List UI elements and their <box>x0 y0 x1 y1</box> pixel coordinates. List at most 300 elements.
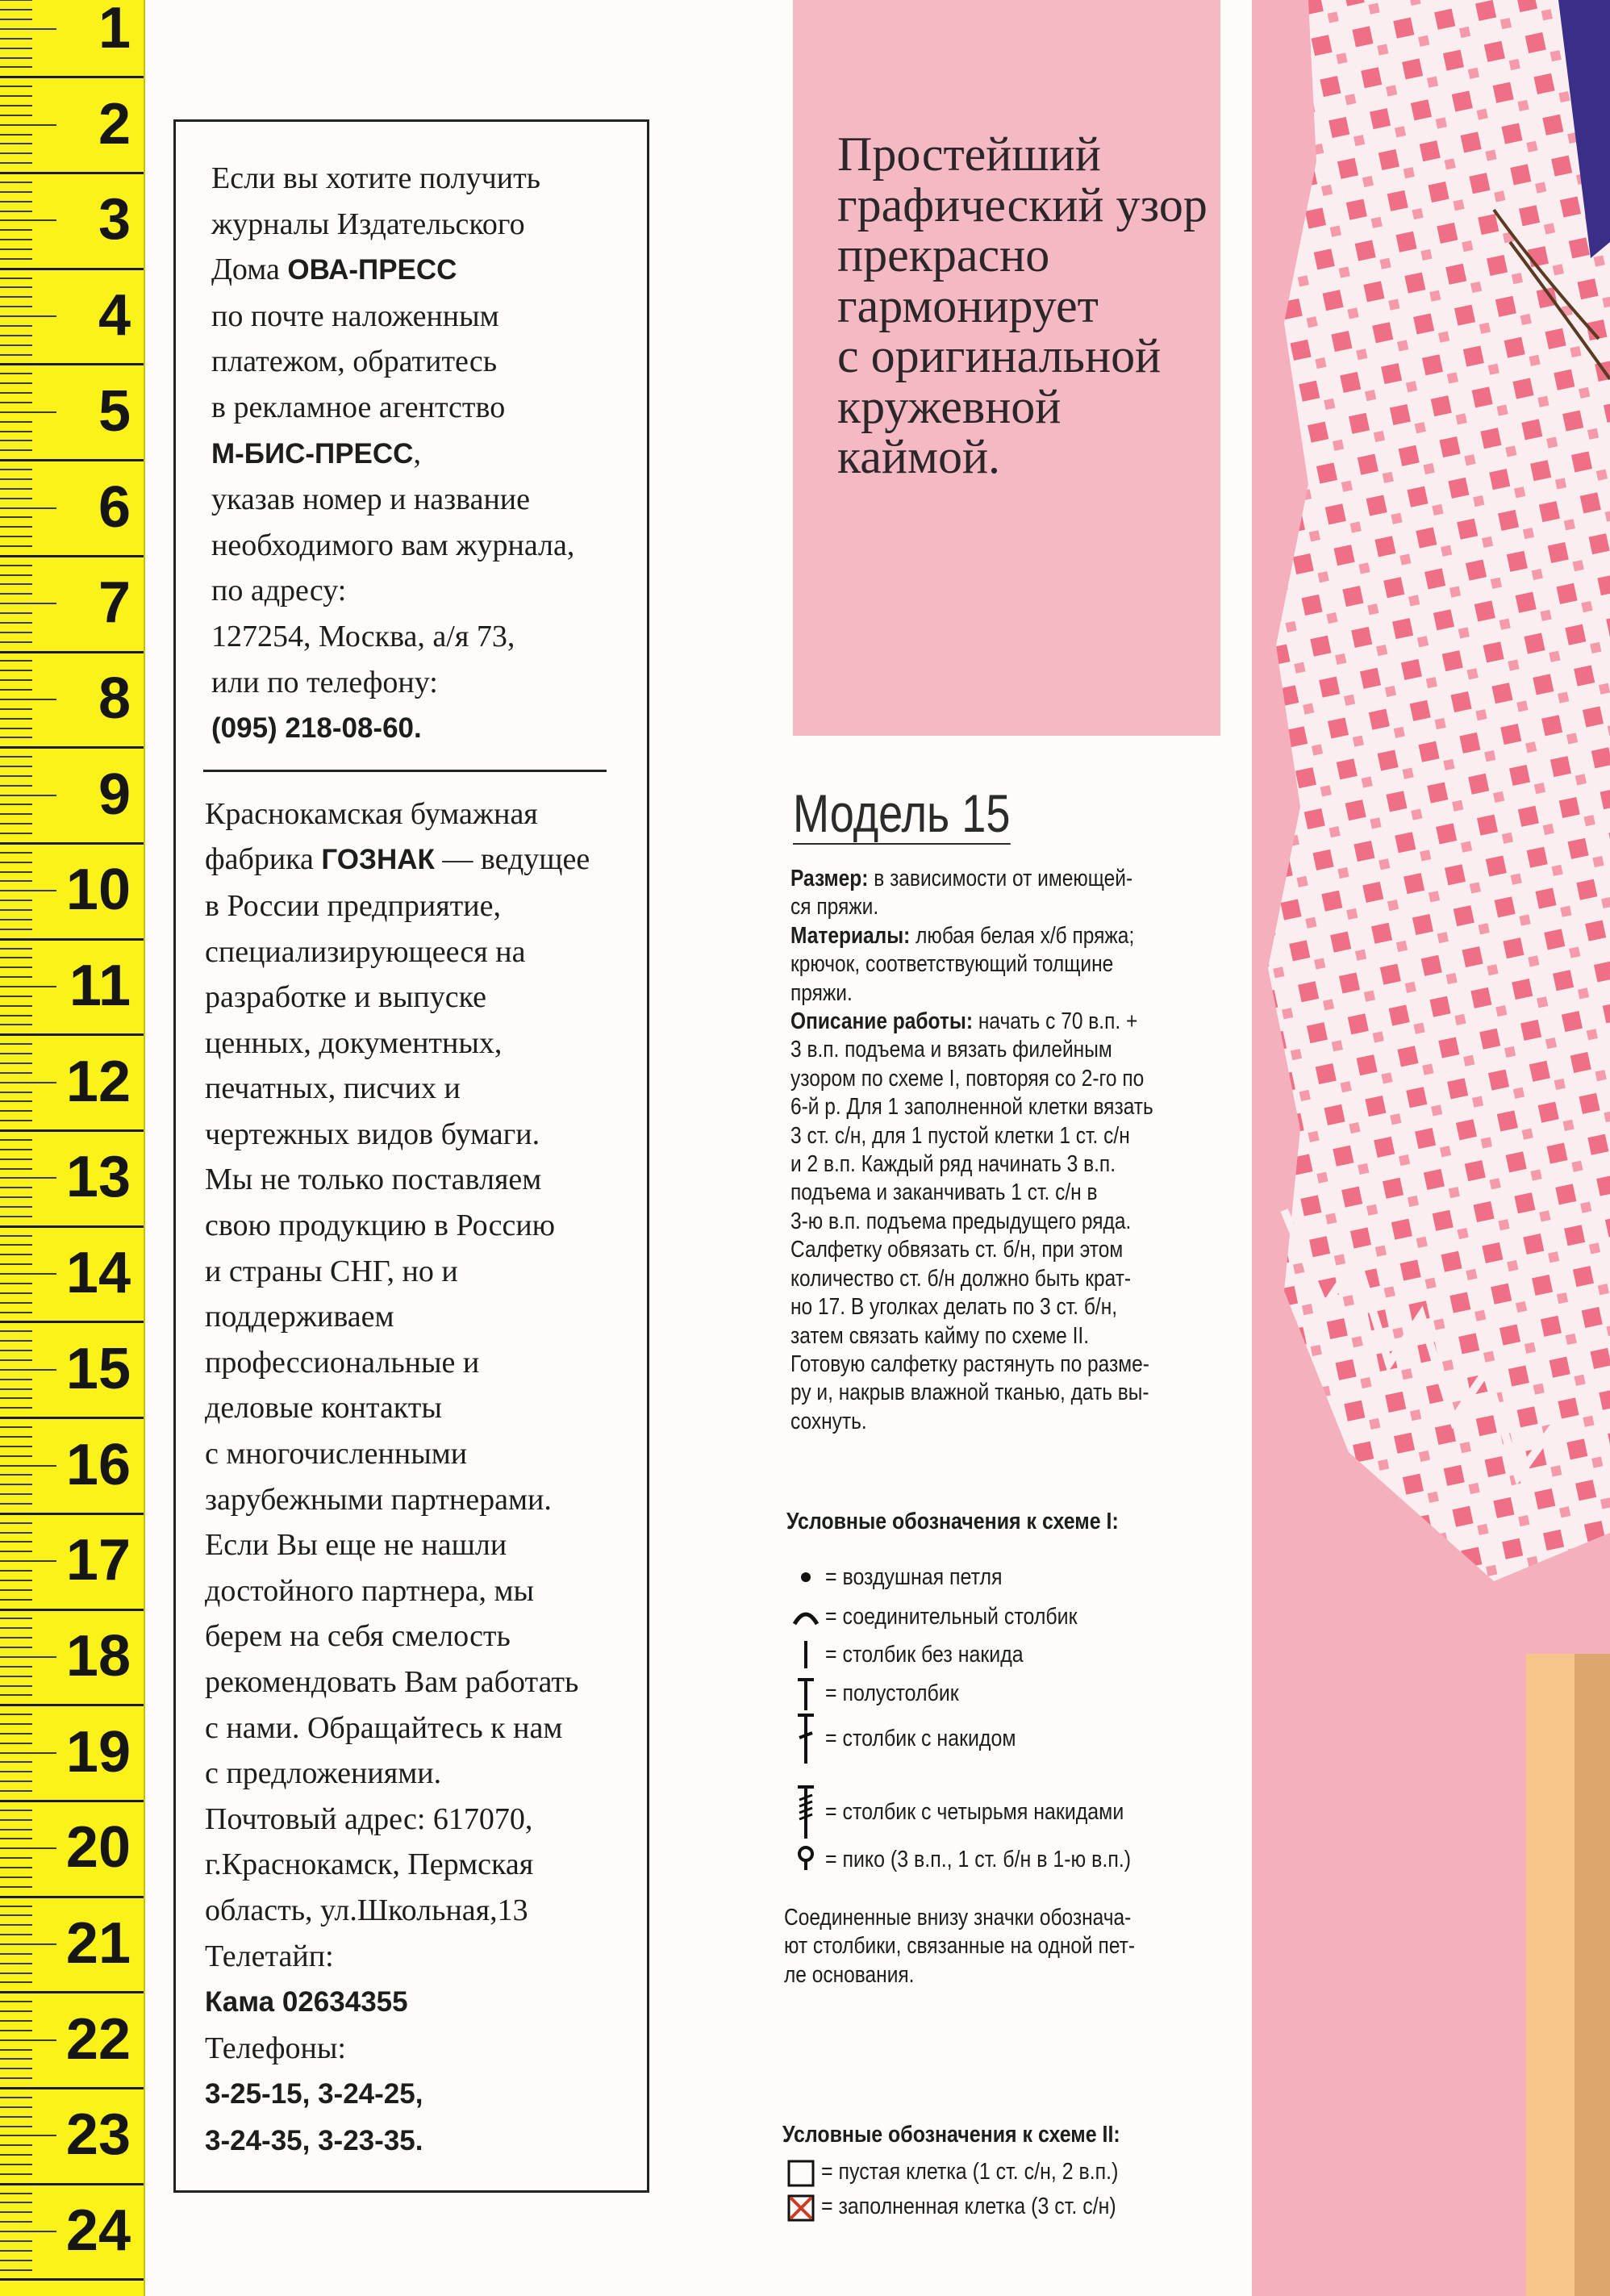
ruler-mm-tick <box>0 622 32 624</box>
ruler-mm-tick <box>0 373 32 374</box>
joined-symbols-note <box>784 1904 1236 1989</box>
ruler-mm-tick <box>0 229 32 231</box>
ruler-cm-line <box>0 1129 144 1132</box>
ruler-cm-line <box>0 1704 144 1706</box>
pattern-callout <box>793 0 1220 736</box>
ruler-number: 18 <box>65 1623 131 1689</box>
ruler-mm-tick <box>0 1714 32 1715</box>
line-tail: , <box>413 436 421 470</box>
ruler-mm-tick <box>0 1024 32 1025</box>
ruler-mm-tick <box>0 1312 32 1313</box>
ruler-number: 7 <box>98 570 131 636</box>
description-label: Материалы: <box>790 922 911 949</box>
ruler-mm-tick <box>0 440 32 441</box>
line-text: с многочисленными <box>205 1437 468 1472</box>
text-line <box>211 294 631 340</box>
legend-text: = полустолбик <box>825 1680 959 1706</box>
ruler-mm-tick <box>0 1196 32 1198</box>
ruler-mm-tick <box>0 1120 32 1121</box>
callout-line: с оригинальной <box>837 329 1162 382</box>
ruler-cm-line <box>0 1321 144 1323</box>
callout-line: кружевной <box>837 379 1062 433</box>
description-text: количество ст. б/н должно быть крат- <box>790 1265 1132 1292</box>
text-line <box>211 156 631 202</box>
ruler-mm-tick <box>0 38 32 40</box>
ruler-mm-tick <box>0 632 32 633</box>
ruler-mm-tick <box>0 1465 56 1467</box>
highlight-text: (095) 218-08-60. <box>211 712 422 745</box>
ruler-cm-line <box>0 938 144 941</box>
ruler-mm-tick <box>0 2077 32 2079</box>
ruler-mm-tick <box>0 344 32 346</box>
legend-text: = столбик с накидом <box>825 1725 1016 1751</box>
callout-line: прекрасно <box>837 228 1050 282</box>
text-line <box>205 1385 631 1431</box>
text-line <box>205 1431 631 1477</box>
line-text: ценных, документных, <box>205 1025 503 1060</box>
ruler-number: 8 <box>98 666 131 731</box>
ruler-mm-tick <box>0 718 32 720</box>
text-line <box>211 477 631 523</box>
ruler-mm-tick <box>0 1733 32 1735</box>
ruler-mm-tick <box>0 1790 32 1792</box>
ruler-cm-line <box>0 1225 144 1228</box>
ruler-mm-tick <box>0 1876 32 1878</box>
ruler-mm-tick <box>0 708 32 710</box>
ruler-mm-tick <box>0 1503 32 1505</box>
ruler-mm-tick <box>0 28 56 30</box>
text-line <box>205 837 631 883</box>
description-text: подъема и заканчивать 1 ст. с/н в <box>790 1179 1098 1206</box>
ruler-mm-tick <box>0 124 56 126</box>
ruler-mm-tick <box>0 1446 32 1447</box>
text-line <box>205 1340 631 1386</box>
ruler-mm-tick <box>0 2097 32 2098</box>
ruler-mm-tick <box>0 1100 32 1102</box>
ruler-mm-tick <box>0 1015 32 1017</box>
legend-scheme-1 <box>786 1509 1254 1872</box>
ruler-mm-tick <box>0 785 32 787</box>
ruler-mm-tick <box>0 449 32 451</box>
ruler-mm-tick <box>0 1062 32 1064</box>
ruler-mm-tick <box>0 2010 32 2012</box>
description-label: Описание работы: <box>790 1008 974 1035</box>
ruler-cm-line <box>0 1513 144 1515</box>
text-line <box>205 1842 631 1888</box>
ruler-mm-tick <box>0 1350 32 1351</box>
ruler-cm-line <box>0 1800 144 1802</box>
legend-scheme-2 <box>782 2122 1250 2219</box>
line-text: необходимого вам журнала, <box>211 528 575 562</box>
text-line <box>205 929 631 975</box>
ruler-mm-tick <box>0 1819 32 1821</box>
ruler-mm-tick <box>0 2106 32 2108</box>
legend-row <box>782 2178 1164 2235</box>
description-text: любая белая х/б пряжа; <box>910 922 1135 949</box>
ruler-mm-tick <box>0 1110 32 1112</box>
ruler-mm-tick <box>0 2164 32 2165</box>
ruler-mm-tick <box>0 306 32 307</box>
ruler-number: 21 <box>65 1911 131 1976</box>
ruler-mm-tick <box>0 880 32 882</box>
highlight-text: 3-25-15, 3-24-25, <box>205 2078 423 2110</box>
ruler-mm-tick <box>0 162 32 164</box>
highlight-text: М-БИС-ПРЕСС <box>211 437 414 470</box>
measuring-ruler <box>0 0 145 2296</box>
text-line <box>205 1934 631 1980</box>
ruler-mm-tick <box>0 105 32 106</box>
text-line <box>205 1157 631 1203</box>
ruler-mm-tick <box>0 382 32 384</box>
ruler-number: 19 <box>65 1719 131 1785</box>
ruler-mm-tick <box>0 536 32 537</box>
ruler-mm-tick <box>0 1388 32 1390</box>
description-line <box>790 1236 1193 1264</box>
ruler-mm-tick <box>0 2231 56 2232</box>
ruler-mm-tick <box>0 115 32 116</box>
ruler-mm-tick <box>0 1216 32 1217</box>
description-line <box>790 1408 1193 1436</box>
ruler-number: 5 <box>98 378 131 444</box>
ruler-mm-tick <box>0 545 32 547</box>
ruler-mm-tick <box>0 1082 56 1083</box>
description-text: ся пряжи. <box>790 894 879 920</box>
ruler-number: 17 <box>65 1528 131 1593</box>
ruler-mm-tick <box>0 239 32 240</box>
ruler-number: 23 <box>65 2102 131 2168</box>
ruler-mm-tick <box>0 478 32 480</box>
ruler-mm-tick <box>0 1580 32 1581</box>
ruler-mm-tick <box>0 775 32 777</box>
line-text: печатных, писчих и <box>205 1071 461 1106</box>
callout-line: Простейший <box>837 127 1101 181</box>
ruler-cm-line <box>0 1609 144 1611</box>
highlight-text: ГОЗНАК <box>321 844 435 876</box>
line-text: и страны СНГ, но и <box>205 1254 458 1288</box>
legend-2-title: Условные обозначения к схеме II: <box>782 2122 1120 2148</box>
ruler-mm-tick <box>0 1072 32 1074</box>
description-text: в зависимости от имеющей- <box>868 866 1133 891</box>
ruler-mm-tick <box>0 1618 32 1619</box>
description-line <box>790 1179 1193 1207</box>
ruler-number: 14 <box>65 1241 131 1306</box>
ruler-mm-tick <box>0 2250 32 2252</box>
text-line <box>211 660 631 706</box>
ruler-mm-tick <box>0 1139 32 1141</box>
ruler-number: 2 <box>98 91 131 157</box>
ruler-mm-tick <box>0 2126 32 2127</box>
ruler-cm-line <box>0 268 144 270</box>
ruler-mm-tick <box>0 1005 32 1007</box>
ruler-mm-tick <box>0 402 32 403</box>
ruler-mm-tick <box>0 1283 32 1284</box>
description-text: 3 ст. с/н, для 1 пустой клетки 1 ст. с/н <box>790 1122 1130 1149</box>
text-line <box>211 385 631 431</box>
ruler-mm-tick <box>0 1551 32 1552</box>
line-text: Если вы хотите получить <box>211 161 540 195</box>
legend-text: = соединительный столбик <box>825 1603 1078 1630</box>
line-tail: — ведущее <box>434 842 590 877</box>
ruler-mm-tick <box>0 1407 32 1409</box>
ruler-mm-tick <box>0 1981 32 1983</box>
text-line <box>205 883 631 929</box>
ruler-mm-tick <box>0 1924 32 1926</box>
line-text: Если Вы еще не нашли <box>205 1528 507 1563</box>
description-text: крючок, соответствующий толщине <box>790 951 1114 978</box>
ruler-mm-tick <box>0 1761 32 1763</box>
description-text: ру и, накрыв влажной тканью, дать вы- <box>790 1380 1149 1406</box>
ruler-cm-line <box>0 746 144 749</box>
legend-text: = заполненная клетка (3 ст. с/н) <box>821 2193 1116 2219</box>
description-text: 3-ю в.п. подъема предыдущего ряда. <box>790 1208 1132 1234</box>
ruler-mm-tick <box>0 1637 32 1639</box>
ruler-mm-tick <box>0 9 32 10</box>
ruler-mm-tick <box>0 1369 56 1371</box>
ruler-mm-tick <box>0 258 32 260</box>
ruler-mm-tick <box>0 2144 32 2146</box>
description-line <box>790 893 1193 921</box>
ruler-mm-tick <box>0 1397 32 1399</box>
ruler-mm-tick <box>0 909 32 911</box>
ruler-mm-tick <box>0 1379 32 1380</box>
ruler-cm-line <box>0 1417 144 1419</box>
ruler-mm-tick <box>0 526 32 528</box>
legend-text: = воздушная петля <box>825 1563 1003 1590</box>
ruler-mm-tick <box>0 1886 32 1888</box>
description-text: сохнуть. <box>790 1408 867 1434</box>
legend-text: = столбик без накида <box>825 1641 1024 1668</box>
ruler-mm-tick <box>0 392 32 394</box>
description-text: пряжи. <box>790 979 853 1006</box>
ruler-mm-tick <box>0 182 32 183</box>
ruler-mm-tick <box>0 1943 56 1945</box>
text-line <box>211 523 631 569</box>
line-text: Краснокамская бумажная <box>205 796 538 831</box>
line-text: Телефоны: <box>205 2031 346 2065</box>
text-line <box>205 2026 631 2072</box>
ruler-mm-tick <box>0 86 32 87</box>
ruler-mm-tick <box>0 143 32 144</box>
ruler-mm-tick <box>0 871 32 873</box>
ruler-mm-tick <box>0 2135 56 2136</box>
ruler-mm-tick <box>0 890 56 891</box>
ruler-mm-tick <box>0 1187 32 1188</box>
description-text: Салфетку обвязать ст. б/н, при этом <box>790 1237 1124 1263</box>
ruler-mm-tick <box>0 996 32 997</box>
text-line <box>205 1522 631 1568</box>
ruler-mm-tick <box>0 1254 32 1255</box>
description-line <box>790 922 1193 950</box>
ruler-mm-tick <box>0 1484 32 1485</box>
line-text: поддерживаем <box>205 1300 394 1334</box>
callout-line: графический узор <box>837 177 1208 232</box>
highlight-text: 3-24-35, 3-23-35. <box>205 2124 423 2156</box>
legend-row <box>786 1710 1047 1767</box>
ruler-number: 16 <box>65 1432 131 1497</box>
ruler-mm-tick <box>0 1685 32 1687</box>
ruler-cm-line <box>0 76 144 78</box>
description-line <box>790 1036 1193 1064</box>
line-text: область, ул.Школьная,13 <box>205 1893 528 1927</box>
model-title: Модель 15 <box>793 783 1011 843</box>
ruler-mm-tick <box>0 823 32 824</box>
double-crochet-icon <box>786 1710 825 1767</box>
ruler-mm-tick <box>0 1656 56 1658</box>
ruler-mm-tick <box>0 2260 32 2261</box>
callout-line: гармонирует <box>837 278 1099 332</box>
line-text: профессиональные и <box>205 1345 480 1380</box>
ruler-number: 12 <box>65 1049 131 1114</box>
ruler-mm-tick <box>0 1340 32 1342</box>
ruler-number: 3 <box>98 187 131 253</box>
legend-row <box>786 1831 1181 1888</box>
line-text: зарубежными партнерами. <box>205 1482 552 1517</box>
line-text: чертежных видов бумаги. <box>205 1117 540 1151</box>
ruler-mm-tick <box>0 670 32 671</box>
ruler-mm-tick <box>0 1493 32 1495</box>
ruler-number: 9 <box>98 762 131 827</box>
text-line <box>205 1066 631 1112</box>
ruler-mm-tick <box>0 152 32 154</box>
legend-text: = столбик с четырьмя накидами <box>825 1798 1124 1825</box>
text-line <box>205 1021 631 1067</box>
ruler-mm-tick <box>0 248 32 250</box>
text-line <box>205 1294 631 1340</box>
description-text: 6-й р. Для 1 заполненной клетки вязать <box>790 1094 1153 1121</box>
text-line <box>205 1112 631 1158</box>
ruler-mm-tick <box>0 948 32 950</box>
ruler-cm-line <box>0 1033 144 1036</box>
ruler-mm-tick <box>0 1838 32 1839</box>
ruler-mm-tick <box>0 2058 32 2060</box>
ruler-mm-tick <box>0 1149 32 1150</box>
line-text: с нами. Обращайтесь к нам <box>205 1710 563 1745</box>
line-text: 127254, Москва, а/я 73, <box>211 619 515 653</box>
ruler-mm-tick <box>0 1330 32 1332</box>
ruler-mm-tick <box>0 603 56 604</box>
description-text: Готовую салфетку растянуть по разме- <box>790 1350 1149 1377</box>
text-line <box>211 568 631 614</box>
legend-text: = пико (3 в.п., 1 ст. б/н в 1-ю в.п.) <box>825 1846 1132 1872</box>
line-text: берем на себя смелость <box>205 1619 511 1654</box>
ruler-number: 1 <box>98 0 131 61</box>
ruler-mm-tick <box>0 862 32 863</box>
ruler-mm-tick <box>0 966 32 968</box>
ruler-mm-tick <box>0 335 32 336</box>
text-line <box>205 1568 631 1614</box>
ruler-mm-tick <box>0 976 32 978</box>
ruler-mm-tick <box>0 1723 32 1725</box>
ruler-mm-tick <box>0 1771 32 1772</box>
line-text: указав номер и название <box>211 482 530 517</box>
ruler-mm-tick <box>0 66 32 68</box>
line-text: достойного партнера, мы <box>205 1573 535 1608</box>
ruler-mm-tick <box>0 488 32 490</box>
legend-1-title: Условные обозначения к схеме I: <box>786 1509 1119 1534</box>
ruler-mm-tick <box>0 804 32 805</box>
ruler-mm-tick <box>0 95 32 97</box>
picot-icon <box>786 1831 825 1888</box>
description-line <box>790 1379 1193 1407</box>
ruler-number: 13 <box>65 1145 131 1210</box>
text-line <box>205 1613 631 1659</box>
description-line <box>790 1008 1193 1036</box>
ruler-mm-tick <box>0 2240 32 2242</box>
ruler-mm-tick <box>0 2154 32 2156</box>
ruler-mm-tick <box>0 2193 32 2194</box>
ruler-mm-tick <box>0 1666 32 1668</box>
line-text: г.Краснокамск, Пермская <box>205 1847 534 1882</box>
doily-photo-image <box>1252 0 1610 2296</box>
ruler-cm-line <box>0 555 144 557</box>
description-line <box>790 1322 1193 1350</box>
ruler-mm-tick <box>0 2039 56 2041</box>
line-text: по почте наложенным <box>211 298 499 333</box>
ruler-cm-line <box>0 2278 144 2281</box>
ruler-mm-tick <box>0 1053 32 1054</box>
ruler-cm-line <box>0 459 144 461</box>
model-description <box>790 865 1258 1436</box>
note-line: ле основания. <box>784 1961 915 1988</box>
ruler-mm-tick <box>0 507 56 509</box>
goznak-advertisement <box>205 791 631 2165</box>
ruler-mm-tick <box>0 1177 56 1179</box>
ruler-mm-tick <box>0 1043 32 1045</box>
ruler-mm-tick <box>0 833 32 834</box>
ruler-mm-tick <box>0 219 56 221</box>
ruler-number: 11 <box>69 954 131 1018</box>
description-label: Размер: <box>790 866 869 891</box>
ruler-mm-tick <box>0 1752 56 1754</box>
line-text: Телетайп: <box>205 1939 334 1973</box>
text-line <box>205 1797 631 1843</box>
ruler-mm-tick <box>0 1168 32 1170</box>
ruler-mm-tick <box>0 929 32 930</box>
ruler-number: 20 <box>65 1815 131 1881</box>
description-line <box>790 1293 1193 1321</box>
ruler-number: 4 <box>98 283 131 349</box>
text-line <box>205 1203 631 1249</box>
description-line <box>790 865 1193 893</box>
ruler-mm-tick <box>0 1570 32 1572</box>
ruler-mm-tick <box>0 201 32 202</box>
ruler-mm-tick <box>0 1847 56 1849</box>
ruler-mm-tick <box>0 421 32 423</box>
text-line <box>205 2071 631 2118</box>
ruler-mm-tick <box>0 411 56 413</box>
ruler-mm-tick <box>0 699 56 700</box>
line-text: или по телефону: <box>211 665 438 699</box>
ruler-mm-tick <box>0 612 32 614</box>
ruler-mm-tick <box>0 1694 32 1696</box>
ruler-mm-tick <box>0 1455 32 1457</box>
ruler-mm-tick <box>0 660 32 662</box>
ruler-mm-tick <box>0 1743 32 1744</box>
ruler-mm-tick <box>0 2020 32 2022</box>
description-line <box>790 1208 1193 1236</box>
ruler-mm-tick <box>0 986 56 987</box>
ruler-mm-tick <box>0 0 32 1</box>
ruler-mm-tick <box>0 2116 32 2118</box>
line-text: рекомендовать Вам работать <box>205 1665 579 1699</box>
description-line <box>790 1122 1193 1150</box>
line-text: специализирующееся на <box>205 934 526 969</box>
ruler-mm-tick <box>0 57 32 59</box>
line-text: по адресу: <box>211 574 347 608</box>
ruler-mm-tick <box>0 679 32 681</box>
ruler-mm-tick <box>0 1560 56 1562</box>
line-text: фабрика <box>205 842 322 877</box>
